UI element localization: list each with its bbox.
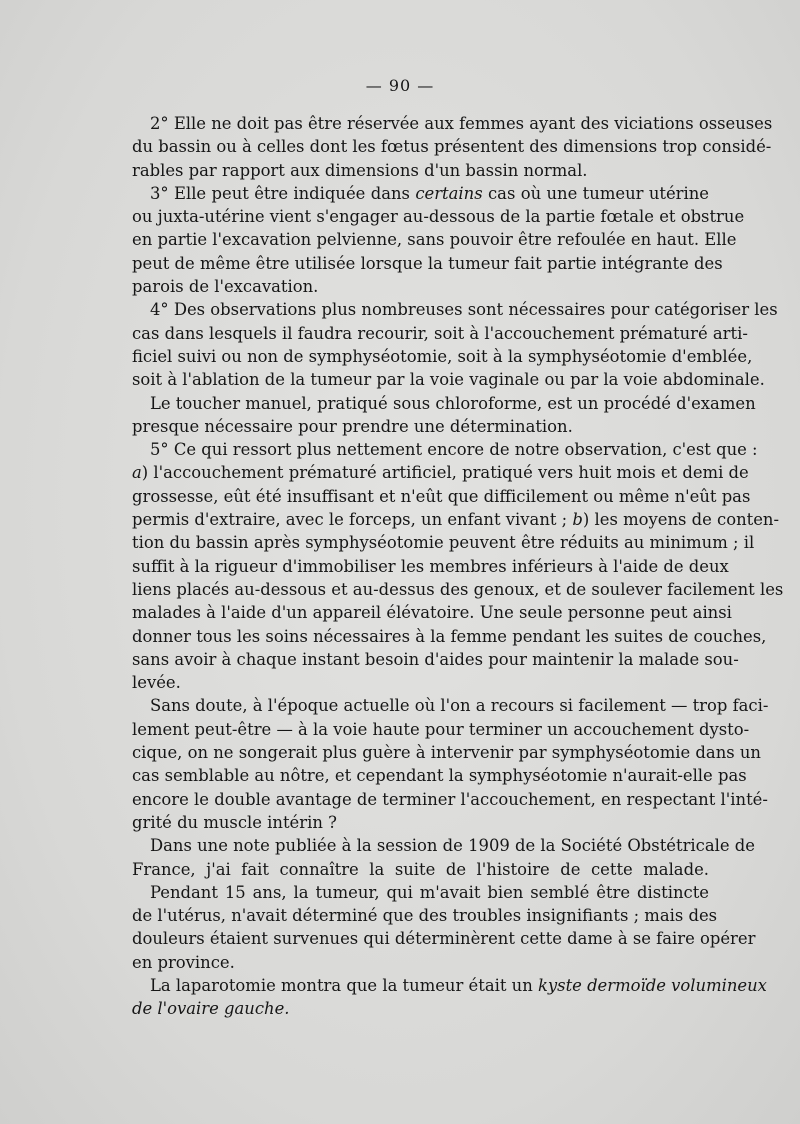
italic-text: de l'ovaire gauche.: [132, 999, 290, 1019]
text-segment: cas où une tumeur utérine: [482, 183, 709, 203]
italic-text: certains: [415, 183, 483, 203]
text-line: [132, 974, 767, 997]
text-line: en province.: [132, 952, 235, 972]
text-line: levée.: [132, 673, 181, 693]
text-line: malades à l'aide d'un appareil élévatoire. Une seule personne peut ainsi: [132, 603, 732, 623]
text-line: [132, 182, 709, 205]
text-line: cas dans lesquels il faudra recourir, soit à l'accouchement prématuré arti-: [132, 323, 748, 343]
text-line: presque nécessaire pour prendre une détermination.: [132, 416, 573, 436]
text-segment: La laparotomie montra que la tumeur était un: [150, 975, 538, 995]
text-line: suffit à la rigueur d'immobiliser les membres inférieurs à l'aide de deux: [132, 556, 729, 576]
body-text: [132, 112, 784, 1021]
text-line: lement peut-être — à la voie haute pour terminer un accouchement dysto-: [132, 719, 750, 739]
text-line: du bassin ou à celles dont les fœtus présentent des dimensions trop considé-: [132, 137, 772, 157]
text-line: soit à l'ablation de la tumeur par la voie vaginale ou par la voie abdominale.: [132, 370, 765, 390]
text-line: grité du muscle intérin ?: [132, 812, 337, 832]
text-line: Le toucher manuel, pratiqué sous chloroforme, est un procédé d'examen: [150, 393, 756, 413]
text-line: cas semblable au nôtre, et cependant la symphyséotomie n'aurait-elle pas: [132, 766, 747, 786]
text-line: Dans une note publiée à la session de 1909 de la Société Obstétricale de: [150, 836, 755, 856]
text-line: 4° Des observations plus nombreuses sont nécessaires pour catégoriser les: [150, 300, 778, 320]
text-line: Pendant 15 ans, la tumeur, qui m'avait bien semblé être distincte: [150, 882, 709, 902]
text-segment: ) les moyens de conten-: [582, 510, 780, 530]
italic-text: kyste dermoïde volumineux: [537, 975, 767, 995]
text-line: [132, 997, 709, 1020]
text-line: rables par rapport aux dimensions d'un bassin normal.: [132, 160, 588, 180]
text-line: parois de l'excavation.: [132, 277, 319, 297]
text-line: ficiel suivi ou non de symphyséotomie, soit à la symphyséotomie d'emblée,: [132, 346, 753, 366]
text-line: grossesse, eût été insuffisant et n'eût que difficilement ou même n'eût pas: [132, 486, 751, 506]
text-line: encore le double avantage de terminer l'accouchement, en respectant l'inté-: [132, 789, 768, 809]
text-line: tion du bassin après symphyséotomie peuvent être réduits au minimum ; il: [132, 533, 755, 553]
text-line: sans avoir à chaque instant besoin d'aides pour maintenir la malade sou-: [132, 649, 739, 669]
text-segment: permis d'extraire, avec le forceps, un enfant vivant ;: [132, 510, 573, 530]
text-line: de l'utérus, n'avait déterminé que des troubles insignifiants ; mais des: [132, 906, 718, 926]
text-line: [132, 508, 780, 531]
italic-text: a: [132, 463, 142, 483]
text-segment: ) l'accouchement prématuré artificiel, pratiqué vers huit mois et demi de: [141, 463, 749, 483]
text-line: 2° Elle ne doit pas être réservée aux femmes ayant des viciations osseuses: [150, 114, 773, 133]
text-line: 5° Ce qui ressort plus nettement encore de notre observation, c'est que :: [150, 440, 758, 460]
italic-text: b: [572, 510, 583, 530]
text-line: [132, 461, 749, 484]
text-line: cique, on ne songerait plus guère à intervenir par symphyséotomie dans un: [132, 743, 761, 763]
text-line: France, j'ai fait connaître la suite de l'histoire de cette malade.: [132, 859, 709, 879]
text-line: en partie l'excavation pelvienne, sans pouvoir être refoulée en haut. Elle: [132, 230, 737, 250]
text-line: ou juxta-utérine vient s'engager au-dessous de la partie fœtale et obstrue: [132, 207, 745, 227]
text-segment: 3° Elle peut être indiquée dans: [150, 183, 416, 203]
text-line: peut de même être utilisée lorsque la tumeur fait partie intégrante des: [132, 253, 723, 273]
text-line: donner tous les soins nécessaires à la femme pendant les suites de couches,: [132, 626, 767, 646]
text-line: liens placés au-dessous et au-dessus des genoux, et de soulever facilement les: [132, 579, 784, 599]
text-line: Sans doute, à l'époque actuelle où l'on a recours si facilement — trop faci-: [150, 696, 769, 716]
text-line: douleurs étaient survenues qui déterminèrent cette dame à se faire opérer: [132, 929, 756, 949]
page-number: — 90 —: [365, 76, 435, 95]
